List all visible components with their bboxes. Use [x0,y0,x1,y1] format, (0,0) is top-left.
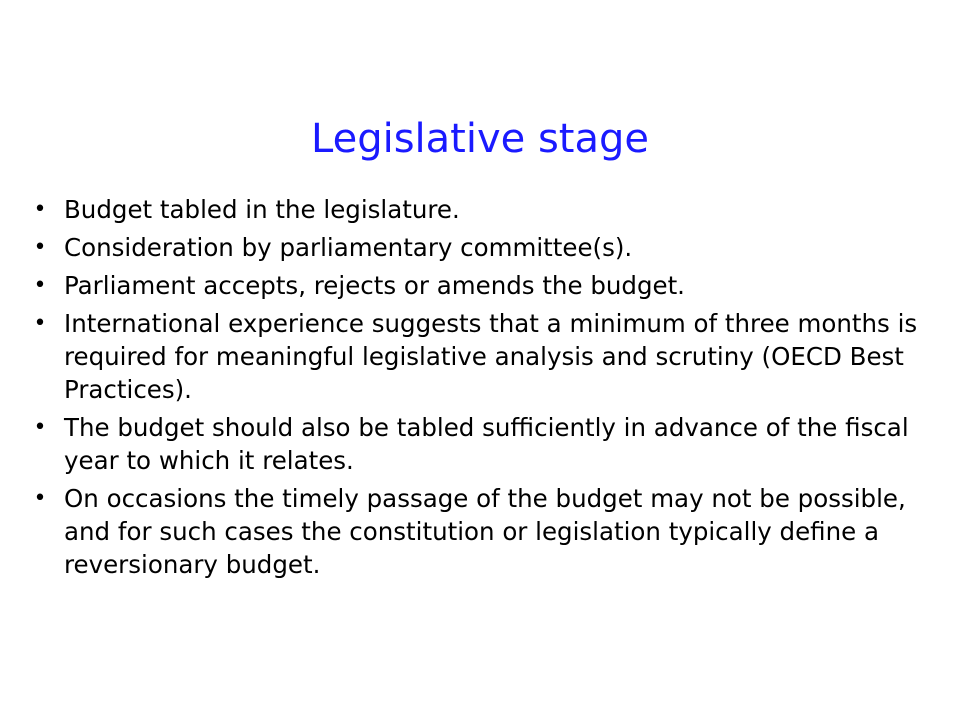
bullet-item [30,411,952,477]
bullet-text: International experience suggests that a minimum of three months is required for meaningful legislative analysis and scrutiny (OECD Best Practices). [64,309,918,404]
bullet-dot-icon: • [33,486,47,511]
bullet-dot-icon: • [33,415,47,440]
bullet-dot-icon: • [33,197,47,222]
bullet-text: Consideration by parliamentary committee(s). [64,233,633,262]
bullet-dot-icon: • [33,235,47,260]
bullet-item [30,307,952,406]
bullet-text: Parliament accepts, rejects or amends the budget. [64,271,685,300]
bullet-dot-icon: • [33,311,47,336]
bullet-list [30,193,952,586]
bullet-item [30,269,952,302]
bullet-item [30,231,952,264]
bullet-dot-icon: • [33,273,47,298]
bullet-item [30,193,952,226]
bullet-text: The budget should also be tabled sufficiently in advance of the fiscal year to which it relates. [64,413,909,475]
bullet-text: Budget tabled in the legislature. [64,195,460,224]
bullet-text: On occasions the timely passage of the budget may not be possible, and for such cases the constitution or legislation typically define a reversionary budget. [64,484,906,579]
bullet-item [30,482,952,581]
slide-title: Legislative stage [311,116,649,162]
